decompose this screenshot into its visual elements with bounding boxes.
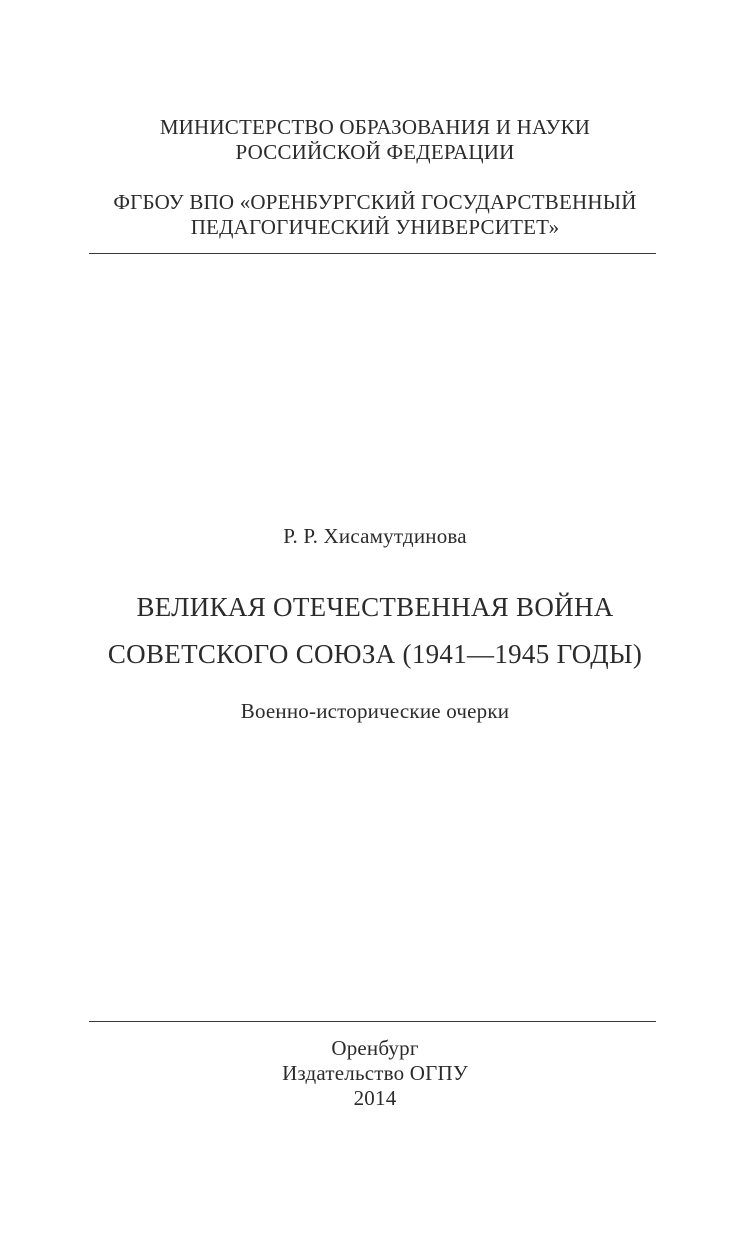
publication-city: Оренбург (331, 1036, 419, 1060)
book-title-line-1: ВЕЛИКАЯ ОТЕЧЕСТВЕННАЯ ВОЙНА (136, 592, 614, 622)
publication-year: 2014 (353, 1086, 397, 1110)
author-name: Р. Р. Хисамутдинова (283, 524, 467, 548)
publisher-name: Издательство ОГПУ (282, 1061, 468, 1085)
ministry-line-2: РОССИЙСКОЙ ФЕДЕРАЦИИ (235, 140, 515, 164)
university-line-1: ФГБОУ ВПО «ОРЕНБУРГСКИЙ ГОСУДАРСТВЕННЫЙ (113, 190, 637, 214)
book-title-line-2: СОВЕТСКОГО СОЮЗА (1941—1945 ГОДЫ) (107, 639, 643, 669)
footer-divider (89, 1021, 656, 1022)
university-line-2: ПЕДАГОГИЧЕСКИЙ УНИВЕРСИТЕТ» (190, 215, 560, 239)
header-divider (89, 253, 656, 254)
book-subtitle: Военно-исторические очерки (240, 699, 510, 723)
ministry-line-1: МИНИСТЕРСТВО ОБРАЗОВАНИЯ И НАУКИ (159, 115, 591, 139)
